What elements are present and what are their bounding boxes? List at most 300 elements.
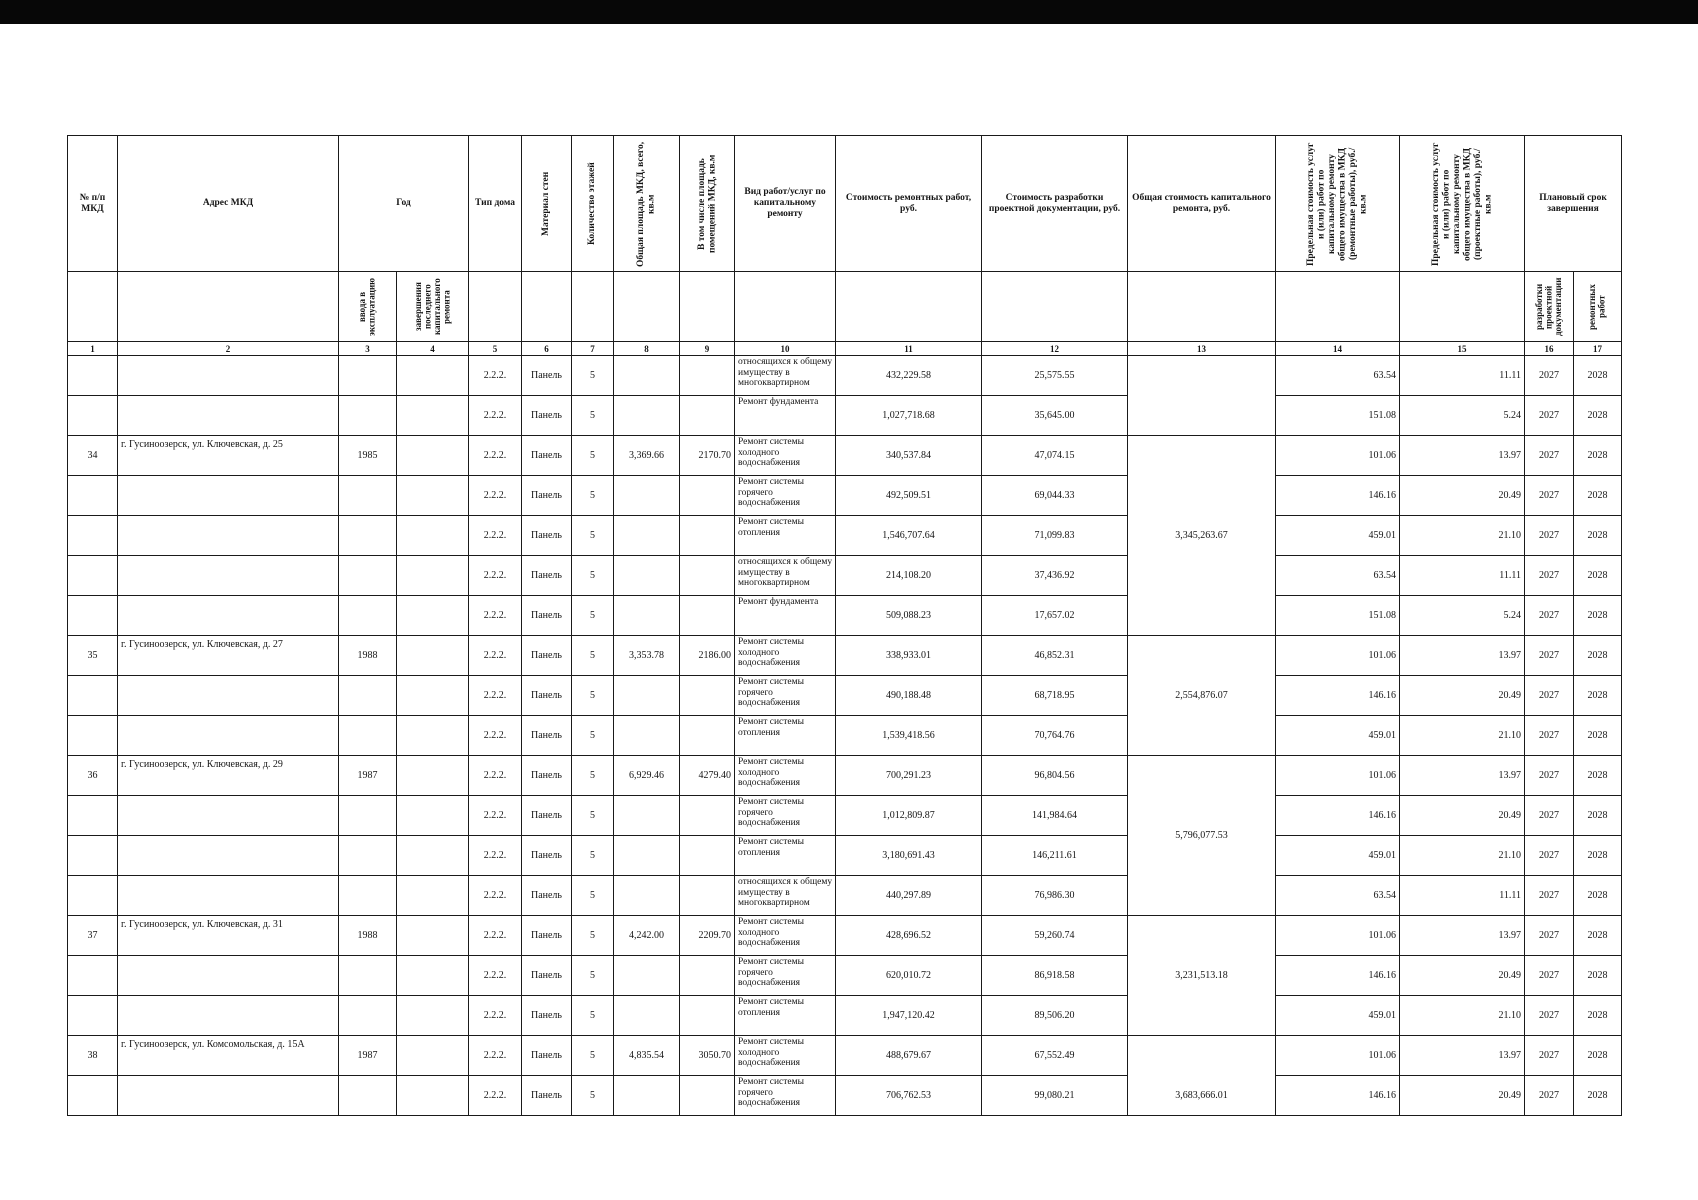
cell-year-last-repair: [397, 1076, 469, 1116]
column-number: 3: [339, 342, 397, 356]
cell-limit-design: 13.97: [1400, 916, 1525, 956]
table-row: [68, 596, 1622, 636]
column-number: 14: [1276, 342, 1400, 356]
work-type-text: Ремонт системы отопления: [738, 717, 805, 738]
cell-wall-material: Панель: [522, 836, 572, 876]
header-limit-repair: [1276, 136, 1400, 272]
cell-year-last-repair: [397, 876, 469, 916]
header-wall-material-text: Материал стен: [541, 171, 552, 236]
cell-limit-design: 5.24: [1400, 596, 1525, 636]
cell-limit-design: 21.10: [1400, 716, 1525, 756]
cell-wall-material: Панель: [522, 916, 572, 956]
cell-year-commissioned: [339, 596, 397, 636]
cell-repair-cost: 1,546,707.64: [836, 516, 982, 556]
cell-limit-repair: 101.06: [1276, 916, 1400, 956]
cell-total-area: [614, 836, 680, 876]
cell-premises-area: [680, 556, 735, 596]
cell-deadline-repair: 2028: [1574, 516, 1622, 556]
cell-design-cost: 37,436.92: [982, 556, 1128, 596]
cell-work-type: [735, 716, 836, 756]
cell-premises-area: 3050.70: [680, 1036, 735, 1076]
cell-repair-cost: 1,539,418.56: [836, 716, 982, 756]
header-blank: [1128, 272, 1276, 342]
cell-floors: 5: [572, 396, 614, 436]
work-type-text: относящихся к общему имуществу в многоквартирном: [738, 357, 833, 388]
column-number: 11: [836, 342, 982, 356]
header-year: Год: [339, 136, 469, 272]
cell-work-type: [735, 756, 836, 796]
cell-total-cost: 3,231,513.18: [1128, 916, 1276, 1036]
header-year-last-repair-text: завершения последнего капитального ремонта: [412, 278, 451, 335]
cell-floors: 5: [572, 1076, 614, 1116]
cell-total-cost: 5,796,077.53: [1128, 756, 1276, 916]
cell-deadline-repair: 2028: [1574, 476, 1622, 516]
header-total-cost: Общая стоимость капитального ремонта, руб.: [1128, 136, 1276, 272]
cell-house-type: 2.2.2.: [469, 436, 522, 476]
table-row: [68, 516, 1622, 556]
cell-year-commissioned: 1988: [339, 916, 397, 956]
cell-building-number: [68, 356, 118, 396]
cell-total-area: [614, 516, 680, 556]
cell-house-type: 2.2.2.: [469, 996, 522, 1036]
cell-premises-area: [680, 956, 735, 996]
cell-limit-repair: 459.01: [1276, 516, 1400, 556]
table-row: [68, 356, 1622, 396]
cell-year-last-repair: [397, 396, 469, 436]
cell-year-commissioned: [339, 716, 397, 756]
cell-floors: 5: [572, 596, 614, 636]
cell-repair-cost: 1,027,718.68: [836, 396, 982, 436]
cell-year-commissioned: [339, 396, 397, 436]
work-type-text: Ремонт системы отопления: [738, 517, 805, 538]
cell-limit-design: 13.97: [1400, 436, 1525, 476]
column-number: 6: [522, 342, 572, 356]
cell-limit-design: 11.11: [1400, 876, 1525, 916]
cell-address: [118, 596, 339, 636]
cell-year-last-repair: [397, 476, 469, 516]
cell-building-number: [68, 396, 118, 436]
cell-year-last-repair: [397, 556, 469, 596]
table-row: [68, 556, 1622, 596]
cell-total-area: [614, 796, 680, 836]
work-type-text: Ремонт системы холодного водоснабжения: [738, 437, 805, 468]
cell-building-number: [68, 676, 118, 716]
cell-limit-design: 21.10: [1400, 836, 1525, 876]
cell-work-type: [735, 356, 836, 396]
column-number: 9: [680, 342, 735, 356]
header-address: Адрес МКД: [118, 136, 339, 272]
cell-premises-area: [680, 476, 735, 516]
cell-repair-cost: 620,010.72: [836, 956, 982, 996]
cell-floors: 5: [572, 676, 614, 716]
cell-work-type: [735, 556, 836, 596]
cell-deadline-design: 2027: [1525, 716, 1574, 756]
cell-deadline-repair: 2028: [1574, 396, 1622, 436]
cell-work-type: [735, 796, 836, 836]
cell-limit-repair: 63.54: [1276, 556, 1400, 596]
table-row: [68, 756, 1622, 796]
cell-limit-repair: 63.54: [1276, 876, 1400, 916]
header-blank: [614, 272, 680, 342]
cell-repair-cost: 706,762.53: [836, 1076, 982, 1116]
cell-deadline-design: 2027: [1525, 476, 1574, 516]
cell-wall-material: Панель: [522, 756, 572, 796]
cell-year-commissioned: [339, 796, 397, 836]
cell-year-last-repair: [397, 516, 469, 556]
cell-deadline-repair: 2028: [1574, 1076, 1622, 1116]
cell-design-cost: 69,044.33: [982, 476, 1128, 516]
cell-premises-area: 2209.70: [680, 916, 735, 956]
cell-work-type: [735, 916, 836, 956]
cell-year-commissioned: [339, 516, 397, 556]
header-total-area-text: Общая площадь МКД, всего, кв.м: [636, 140, 657, 267]
cell-repair-cost: 338,933.01: [836, 636, 982, 676]
cell-deadline-design: 2027: [1525, 356, 1574, 396]
cell-house-type: 2.2.2.: [469, 796, 522, 836]
cell-wall-material: Панель: [522, 1036, 572, 1076]
cell-work-type: [735, 1036, 836, 1076]
cell-floors: 5: [572, 636, 614, 676]
cell-year-last-repair: [397, 956, 469, 996]
cell-premises-area: [680, 676, 735, 716]
cell-building-number: [68, 836, 118, 876]
cell-limit-repair: 146.16: [1276, 1076, 1400, 1116]
cell-repair-cost: 490,188.48: [836, 676, 982, 716]
work-type-text: Ремонт системы горячего водоснабжения: [738, 677, 805, 708]
column-number: 2: [118, 342, 339, 356]
table-row: [68, 1076, 1622, 1116]
cell-design-cost: 76,986.30: [982, 876, 1128, 916]
cell-address: [118, 676, 339, 716]
header-building-number: № п/п МКД: [68, 136, 118, 272]
header-deadline-design-text: разработки проектной документации: [1533, 277, 1563, 336]
cell-total-area: [614, 556, 680, 596]
cell-year-commissioned: [339, 1076, 397, 1116]
cell-design-cost: 96,804.56: [982, 756, 1128, 796]
table-row: [68, 836, 1622, 876]
cell-building-number: 35: [68, 636, 118, 676]
cell-floors: 5: [572, 916, 614, 956]
cell-year-last-repair: [397, 676, 469, 716]
cell-premises-area: [680, 596, 735, 636]
cell-deadline-design: 2027: [1525, 876, 1574, 916]
cell-house-type: 2.2.2.: [469, 836, 522, 876]
cell-deadline-repair: 2028: [1574, 356, 1622, 396]
cell-address: г. Гусиноозерск, ул. Ключевская, д. 29: [118, 756, 339, 796]
cell-wall-material: Панель: [522, 716, 572, 756]
cell-house-type: 2.2.2.: [469, 1076, 522, 1116]
cell-premises-area: 4279.40: [680, 756, 735, 796]
cell-total-area: [614, 956, 680, 996]
cell-year-commissioned: [339, 356, 397, 396]
cell-design-cost: 46,852.31: [982, 636, 1128, 676]
cell-limit-design: 21.10: [1400, 996, 1525, 1036]
cell-total-area: [614, 596, 680, 636]
cell-floors: 5: [572, 756, 614, 796]
cell-total-cost: 2,554,876.07: [1128, 636, 1276, 756]
work-type-text: Ремонт фундамента: [738, 597, 819, 607]
cell-house-type: 2.2.2.: [469, 636, 522, 676]
cell-design-cost: 59,260.74: [982, 916, 1128, 956]
header-blank: [735, 272, 836, 342]
header-blank: [68, 272, 118, 342]
cell-wall-material: Панель: [522, 996, 572, 1036]
cell-year-last-repair: [397, 836, 469, 876]
cell-repair-cost: 492,509.51: [836, 476, 982, 516]
cell-deadline-design: 2027: [1525, 436, 1574, 476]
header-year-commissioned-text: ввода в эксплуатацию: [357, 277, 377, 336]
cell-address: г. Гусиноозерск, ул. Ключевская, д. 31: [118, 916, 339, 956]
cell-premises-area: [680, 1076, 735, 1116]
cell-year-last-repair: [397, 756, 469, 796]
cell-repair-cost: 1,947,120.42: [836, 996, 982, 1036]
column-number: 5: [469, 342, 522, 356]
cell-deadline-repair: 2028: [1574, 756, 1622, 796]
cell-limit-design: 20.49: [1400, 476, 1525, 516]
cell-wall-material: Панель: [522, 636, 572, 676]
cell-floors: 5: [572, 796, 614, 836]
cell-house-type: 2.2.2.: [469, 596, 522, 636]
column-number: 12: [982, 342, 1128, 356]
cell-deadline-design: 2027: [1525, 836, 1574, 876]
cell-house-type: 2.2.2.: [469, 956, 522, 996]
table-row: [68, 436, 1622, 476]
header-total-area: [614, 136, 680, 272]
cell-deadline-repair: 2028: [1574, 996, 1622, 1036]
cell-repair-cost: 340,537.84: [836, 436, 982, 476]
cell-total-area: [614, 876, 680, 916]
cell-building-number: [68, 556, 118, 596]
cell-premises-area: [680, 996, 735, 1036]
scan-top-edge: [0, 0, 1698, 24]
cell-total-area: 4,242.00: [614, 916, 680, 956]
table-row: [68, 876, 1622, 916]
header-blank: [1276, 272, 1400, 342]
work-type-text: Ремонт системы горячего водоснабжения: [738, 477, 805, 508]
cell-total-area: [614, 1076, 680, 1116]
cell-building-number: 36: [68, 756, 118, 796]
cell-limit-design: 20.49: [1400, 676, 1525, 716]
cell-work-type: [735, 516, 836, 556]
cell-premises-area: [680, 356, 735, 396]
cell-deadline-design: 2027: [1525, 676, 1574, 716]
cell-address: [118, 796, 339, 836]
cell-floors: 5: [572, 476, 614, 516]
cell-limit-repair: 63.54: [1276, 356, 1400, 396]
cell-limit-design: 20.49: [1400, 796, 1525, 836]
cell-limit-design: 5.24: [1400, 396, 1525, 436]
cell-total-area: 6,929.46: [614, 756, 680, 796]
cell-repair-cost: 432,229.58: [836, 356, 982, 396]
header-wall-material: [522, 136, 572, 272]
cell-limit-design: 13.97: [1400, 636, 1525, 676]
cell-year-commissioned: [339, 836, 397, 876]
cell-floors: 5: [572, 956, 614, 996]
cell-address: [118, 476, 339, 516]
cell-premises-area: [680, 716, 735, 756]
table-row: [68, 476, 1622, 516]
cell-house-type: 2.2.2.: [469, 556, 522, 596]
cell-year-commissioned: [339, 996, 397, 1036]
cell-total-area: 3,369.66: [614, 436, 680, 476]
cell-total-cost: 3,345,263.67: [1128, 436, 1276, 636]
header-work-type: Вид работ/услуг по капитальному ремонту: [735, 136, 836, 272]
header-deadline-repair: [1574, 272, 1622, 342]
cell-address: г. Гусиноозерск, ул. Комсомольская, д. 15А: [118, 1036, 339, 1076]
cell-total-cost: [1128, 356, 1276, 436]
cell-wall-material: Панель: [522, 476, 572, 516]
cell-deadline-design: 2027: [1525, 556, 1574, 596]
cell-deadline-design: 2027: [1525, 956, 1574, 996]
cell-work-type: [735, 396, 836, 436]
cell-house-type: 2.2.2.: [469, 1036, 522, 1076]
cell-limit-repair: 101.06: [1276, 636, 1400, 676]
cell-year-commissioned: [339, 956, 397, 996]
cell-work-type: [735, 876, 836, 916]
cell-year-last-repair: [397, 996, 469, 1036]
cell-wall-material: Панель: [522, 356, 572, 396]
cell-deadline-repair: 2028: [1574, 836, 1622, 876]
column-number: 10: [735, 342, 836, 356]
header-blank: [1400, 272, 1525, 342]
cell-design-cost: 35,645.00: [982, 396, 1128, 436]
work-type-text: Ремонт системы холодного водоснабжения: [738, 917, 805, 948]
cell-deadline-design: 2027: [1525, 396, 1574, 436]
column-number: 17: [1574, 342, 1622, 356]
cell-year-commissioned: 1987: [339, 1036, 397, 1076]
table-row: [68, 916, 1622, 956]
work-type-text: относящихся к общему имуществу в многоквартирном: [738, 557, 833, 588]
header-house-type: Тип дома: [469, 136, 522, 272]
cell-house-type: 2.2.2.: [469, 676, 522, 716]
cell-floors: 5: [572, 356, 614, 396]
header-deadline-design: [1525, 272, 1574, 342]
table-row: [68, 636, 1622, 676]
cell-house-type: 2.2.2.: [469, 476, 522, 516]
cell-total-area: [614, 476, 680, 516]
work-type-text: Ремонт системы отопления: [738, 837, 805, 858]
cell-wall-material: Панель: [522, 436, 572, 476]
cell-deadline-design: 2027: [1525, 1076, 1574, 1116]
cell-year-last-repair: [397, 636, 469, 676]
header-limit-repair-text: Предельная стоимость услуг и (или) работ по капитальному ремонту общего имущества в МКД (ремонтные работы), руб./кв.м: [1306, 141, 1369, 266]
column-number: 16: [1525, 342, 1574, 356]
cell-house-type: 2.2.2.: [469, 876, 522, 916]
cell-total-area: [614, 396, 680, 436]
column-number: 15: [1400, 342, 1525, 356]
cell-work-type: [735, 436, 836, 476]
cell-building-number: [68, 516, 118, 556]
cell-total-area: [614, 996, 680, 1036]
work-type-text: Ремонт системы горячего водоснабжения: [738, 797, 805, 828]
cell-work-type: [735, 996, 836, 1036]
cell-total-area: [614, 716, 680, 756]
cell-limit-design: 13.97: [1400, 756, 1525, 796]
cell-deadline-repair: 2028: [1574, 676, 1622, 716]
cell-deadline-repair: 2028: [1574, 596, 1622, 636]
cell-premises-area: [680, 796, 735, 836]
cell-limit-design: 21.10: [1400, 516, 1525, 556]
header-blank: [118, 272, 339, 342]
cell-repair-cost: 440,297.89: [836, 876, 982, 916]
cell-design-cost: 141,984.64: [982, 796, 1128, 836]
cell-limit-design: 20.49: [1400, 1076, 1525, 1116]
cell-design-cost: 17,657.02: [982, 596, 1128, 636]
header-blank: [836, 272, 982, 342]
cell-year-last-repair: [397, 1036, 469, 1076]
cell-year-last-repair: [397, 796, 469, 836]
cell-floors: 5: [572, 996, 614, 1036]
header-premises-area: [680, 136, 735, 272]
cell-repair-cost: 3,180,691.43: [836, 836, 982, 876]
cell-limit-design: 20.49: [1400, 956, 1525, 996]
cell-limit-repair: 146.16: [1276, 796, 1400, 836]
cell-premises-area: 2186.00: [680, 636, 735, 676]
cell-limit-repair: 146.16: [1276, 476, 1400, 516]
table-body: [68, 356, 1622, 1116]
cell-repair-cost: 488,679.67: [836, 1036, 982, 1076]
header-row-titles: [68, 136, 1622, 272]
cell-limit-repair: 151.08: [1276, 396, 1400, 436]
cell-work-type: [735, 1076, 836, 1116]
cell-house-type: 2.2.2.: [469, 516, 522, 556]
cell-deadline-design: 2027: [1525, 916, 1574, 956]
header-floors: [572, 136, 614, 272]
header-blank: [982, 272, 1128, 342]
header-limit-design: [1400, 136, 1525, 272]
cell-year-commissioned: [339, 876, 397, 916]
cell-deadline-design: 2027: [1525, 996, 1574, 1036]
cell-design-cost: 68,718.95: [982, 676, 1128, 716]
cell-design-cost: 25,575.55: [982, 356, 1128, 396]
table-row: [68, 996, 1622, 1036]
cell-building-number: [68, 596, 118, 636]
cell-house-type: 2.2.2.: [469, 756, 522, 796]
table-row: [68, 796, 1622, 836]
cell-building-number: 37: [68, 916, 118, 956]
cell-premises-area: [680, 836, 735, 876]
cell-design-cost: 47,074.15: [982, 436, 1128, 476]
cell-building-number: [68, 996, 118, 1036]
cell-wall-material: Панель: [522, 596, 572, 636]
cell-deadline-design: 2027: [1525, 756, 1574, 796]
cell-deadline-repair: 2028: [1574, 876, 1622, 916]
cell-floors: 5: [572, 876, 614, 916]
cell-address: г. Гусиноозерск, ул. Ключевская, д. 25: [118, 436, 339, 476]
cell-work-type: [735, 956, 836, 996]
header-blank: [680, 272, 735, 342]
cell-deadline-repair: 2028: [1574, 956, 1622, 996]
cell-design-cost: 146,211.61: [982, 836, 1128, 876]
header-blank: [572, 272, 614, 342]
cell-design-cost: 70,764.76: [982, 716, 1128, 756]
cell-deadline-repair: 2028: [1574, 436, 1622, 476]
cell-deadline-repair: 2028: [1574, 1036, 1622, 1076]
cell-year-commissioned: [339, 556, 397, 596]
cell-deadline-repair: 2028: [1574, 636, 1622, 676]
cell-building-number: [68, 876, 118, 916]
cell-deadline-repair: 2028: [1574, 796, 1622, 836]
cell-limit-repair: 459.01: [1276, 716, 1400, 756]
cell-repair-cost: 1,012,809.87: [836, 796, 982, 836]
cell-building-number: [68, 716, 118, 756]
cell-wall-material: Панель: [522, 676, 572, 716]
cell-floors: 5: [572, 556, 614, 596]
cell-design-cost: 86,918.58: [982, 956, 1128, 996]
cell-wall-material: Панель: [522, 516, 572, 556]
cell-deadline-design: 2027: [1525, 596, 1574, 636]
cell-work-type: [735, 676, 836, 716]
